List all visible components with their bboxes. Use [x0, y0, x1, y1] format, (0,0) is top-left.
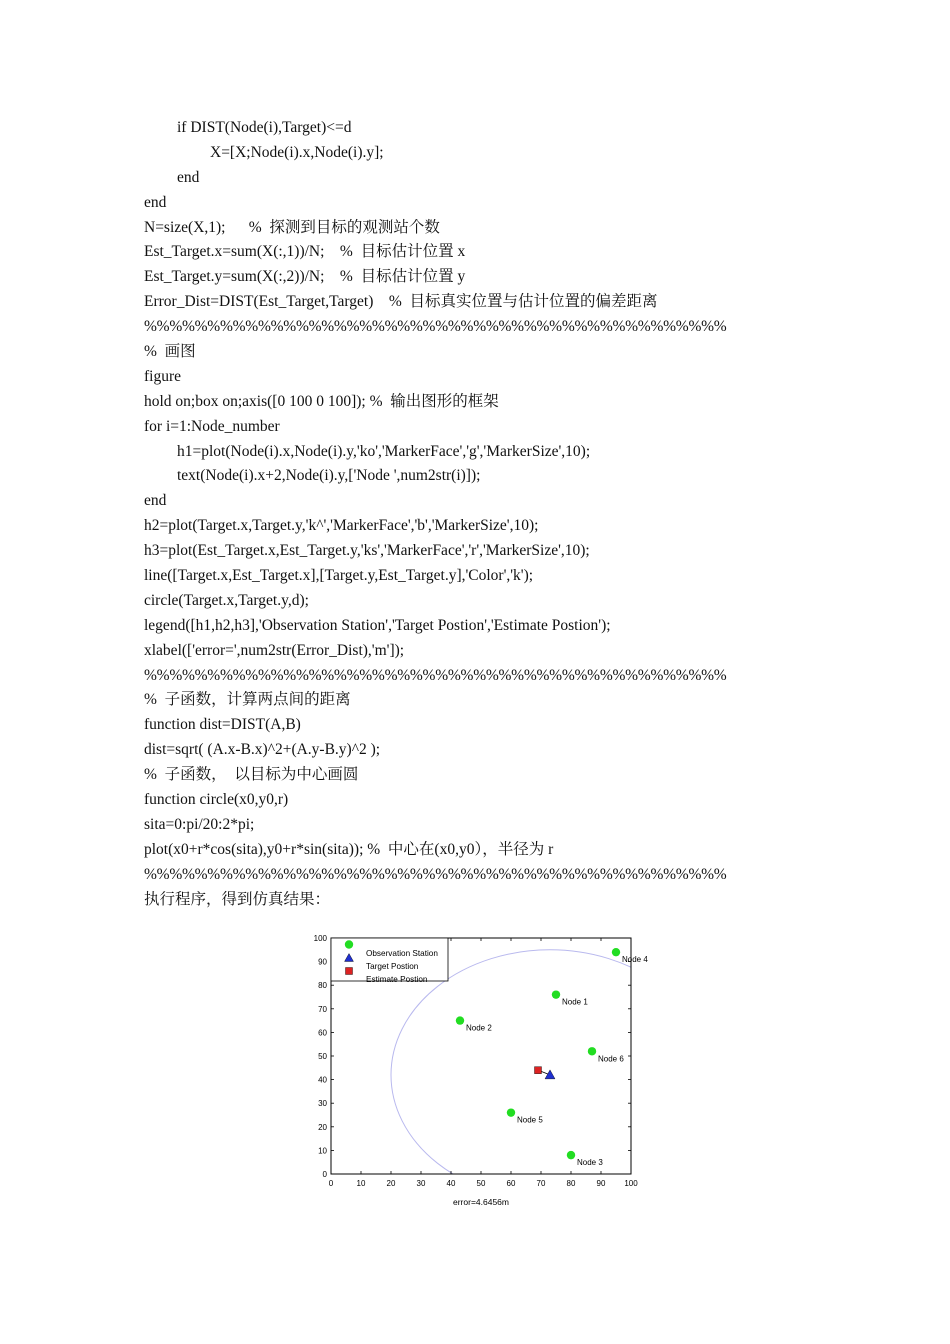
x-tick-label: 90: [596, 1179, 606, 1188]
x-tick-label: 40: [446, 1179, 456, 1188]
comment-line: % 子函数， 以目标为中心画圆: [144, 766, 359, 784]
code-line: line([Target.x,Est_Target.x],[Target.y,Est_Target.y],'Color','k');: [144, 567, 534, 585]
y-tick-label: 60: [318, 1028, 327, 1038]
code-line: end: [144, 492, 167, 510]
code-line: legend([h1,h2,h3],'Observation Station','Target Postion','Estimate Postion');: [144, 616, 611, 634]
target-marker: [545, 1070, 555, 1079]
code-listing: [144, 116, 844, 913]
legend-label: Estimate Postion: [366, 975, 428, 984]
code-line: function circle(x0,y0,r): [144, 791, 289, 809]
code-line: Error_Dist=DIST(Est_Target,Target) % 目标真实位置与估计位置的偏差距离: [144, 293, 658, 311]
node-marker: [507, 1108, 515, 1116]
separator-line: %%%%%%%%%%%%%%%%%%%%%%%%%%%%%%%%%%%%%%%%%%%%%%: [144, 318, 727, 336]
legend-estimate-marker: [346, 968, 353, 975]
y-tick-label: 50: [318, 1052, 327, 1061]
code-line: h2=plot(Target.x,Target.y,'k^','MarkerFace','b','MarkerSize',10);: [144, 517, 539, 535]
code-line: end: [177, 168, 200, 186]
y-tick-label: 80: [318, 981, 327, 991]
x-tick-label: 30: [416, 1179, 426, 1188]
detection-circle: [391, 950, 660, 1200]
code-line: text(Node(i).x+2,Node(i).y,['Node ',num2str(i)]);: [177, 467, 481, 485]
node-marker: [456, 1016, 464, 1024]
code-line: Est_Target.x=sum(X(:,1))/N; % 目标估计位置 x: [144, 243, 466, 261]
x-tick-label: 70: [536, 1179, 546, 1188]
legend-label: Observation Station: [366, 949, 438, 958]
x-tick-label: 0: [328, 1179, 334, 1188]
legend-label: Target Postion: [366, 962, 419, 971]
node-label: Node 2: [466, 1023, 492, 1033]
comment-line: % 画图: [144, 343, 196, 361]
node-label: Node 3: [577, 1158, 603, 1168]
separator-line: %%%%%%%%%%%%%%%%%%%%%%%%%%%%%%%%%%%%%%%%%%%%%%: [144, 865, 727, 883]
code-line: h1=plot(Node(i).x,Node(i).y,'ko','MarkerFace','g','MarkerSize',10);: [177, 442, 591, 460]
code-line: N=size(X,1); % 探测到目标的观测站个数: [144, 218, 440, 236]
y-tick-label: 30: [318, 1099, 327, 1109]
x-tick-label: 20: [386, 1179, 396, 1188]
node-marker: [567, 1151, 575, 1159]
detection-circle-path: [391, 950, 660, 1200]
y-tick-label: 100: [313, 934, 327, 943]
simulation-figure: [300, 928, 660, 1218]
x-axis-label: error=4.6456m: [453, 1197, 509, 1207]
comment-line: % 子函数，计算两点间的距离: [144, 691, 351, 709]
node-marker: [612, 948, 620, 956]
node-label: Node 6: [598, 1054, 624, 1064]
y-tick-label: 40: [318, 1075, 327, 1085]
code-line: if DIST(Node(i),Target)<=d: [177, 119, 352, 136]
x-tick-label: 10: [356, 1179, 366, 1188]
node-label: Node 4: [622, 955, 648, 965]
x-tick-label: 80: [566, 1179, 576, 1188]
code-line: for i=1:Node_number: [144, 417, 280, 435]
separator-line: %%%%%%%%%%%%%%%%%%%%%%%%%%%%%%%%%%%%%%%%%%%%%%: [144, 666, 727, 684]
code-line: function dist=DIST(A,B): [144, 716, 301, 734]
y-tick-label: 10: [318, 1146, 327, 1156]
legend-node-marker: [345, 940, 353, 948]
node-label: Node 5: [517, 1115, 543, 1125]
code-line: X=[X;Node(i).x,Node(i).y];: [210, 143, 384, 161]
code-line: sita=0:pi/20:2*pi;: [144, 815, 255, 833]
code-line: figure: [144, 367, 182, 385]
x-tick-label: 60: [506, 1179, 516, 1188]
code-line: Est_Target.y=sum(X(:,2))/N; % 目标估计位置 y: [144, 268, 466, 286]
y-tick-label: 0: [322, 1170, 327, 1179]
estimate-marker: [535, 1067, 542, 1074]
code-line: h3=plot(Est_Target.x,Est_Target.y,'ks','MarkerFace','r','MarkerSize',10);: [144, 542, 590, 560]
body-text: 执行程序，得到仿真结果：: [144, 890, 331, 908]
code-line: plot(x0+r*cos(sita),y0+r*sin(sita)); % 中心在(x0,y0），半径为 r: [144, 840, 554, 858]
y-tick-label: 90: [318, 957, 327, 967]
code-line: dist=sqrt( (A.x-B.x)^2+(A.y-B.y)^2 );: [144, 741, 381, 759]
code-line: circle(Target.x,Target.y,d);: [144, 591, 309, 609]
y-tick-label: 20: [318, 1122, 327, 1132]
code-line: end: [144, 193, 167, 211]
code-line: hold on;box on;axis([0 100 0 100]); % 输出图形的框架: [144, 392, 499, 410]
x-tick-label: 50: [476, 1179, 486, 1188]
y-tick-label: 70: [318, 1004, 327, 1014]
code-line: xlabel(['error=',num2str(Error_Dist),'m']);: [144, 641, 405, 659]
node-marker: [552, 990, 560, 998]
node-marker: [588, 1047, 596, 1055]
plot-marks: [456, 948, 649, 1167]
legend: [331, 938, 448, 984]
x-tick-label: 100: [624, 1179, 638, 1188]
node-label: Node 1: [562, 997, 588, 1007]
